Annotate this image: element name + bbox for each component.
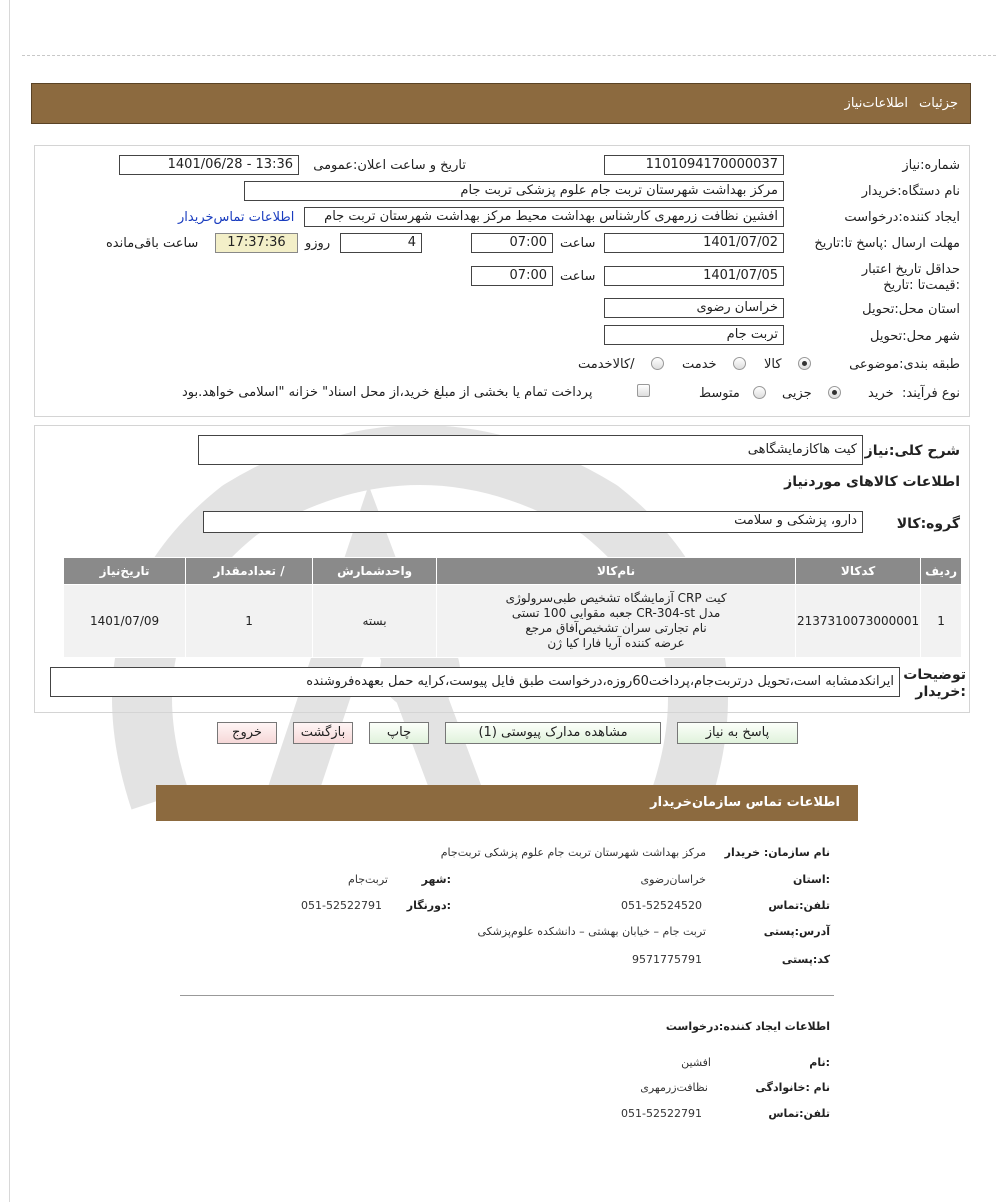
- creator-info-title: اطلاعات ایجاد کننده:درخواست: [665, 1020, 830, 1033]
- item-name-line: کیت CRP آزمایشگاه تشخیص طبی‌سرولوژی: [505, 591, 727, 605]
- validity-time-field: 07:00: [471, 266, 553, 286]
- deadline-time-field: 07:00: [471, 233, 553, 253]
- category-goods-service-label: /کالاخدمت: [578, 357, 635, 372]
- process-medium-label: متوسط: [699, 386, 740, 401]
- cell-row: 1: [921, 585, 962, 658]
- contact-city-label: :شهر: [421, 873, 451, 886]
- contact-city-value: تربت‌جام: [348, 873, 388, 886]
- process-buy-label: خرید: [868, 386, 894, 401]
- cell-date: 1401/07/09: [64, 585, 186, 658]
- contact-org-label: نام سازمان: خریدار: [724, 846, 830, 859]
- contact-separator: [180, 995, 834, 996]
- contact-fax-label: :دورنگار: [406, 899, 451, 912]
- creator-phone-value: 051-52522791: [621, 1107, 702, 1120]
- announce-field: 1401/06/28 - 13:36: [119, 155, 299, 175]
- general-desc-field: کیت هاکازمایشگاهی: [198, 435, 863, 465]
- process-partial-label: جزیی: [782, 386, 812, 401]
- creator-label: ایجاد کننده:درخواست: [844, 210, 960, 225]
- cell-qty: 1: [186, 585, 313, 658]
- days-field: 4: [340, 233, 422, 253]
- reply-button[interactable]: پاسخ به نیاز: [677, 722, 798, 744]
- creator-name-label: :نام: [809, 1056, 830, 1069]
- category-service-label: خدمت: [682, 357, 717, 372]
- cell-code: 2137310073000001: [796, 585, 921, 658]
- item-name-line: عرضه کننده آریا فارا کیا ژن: [547, 636, 685, 650]
- print-button[interactable]: چاپ: [369, 722, 429, 744]
- item-name-line: مدل CR-304-st جعبه مقوایی 100 تستی: [511, 606, 721, 620]
- contact-title: اطلاعات تماس سازمان‌خریدار: [650, 795, 840, 810]
- remaining-label: ساعت باقی‌مانده: [106, 236, 199, 251]
- need-number-label: شماره:نیاز: [902, 158, 960, 173]
- cell-unit: بسته: [313, 585, 437, 658]
- category-goods-radio[interactable]: [798, 357, 811, 370]
- deadline-date-field: 1401/07/02: [604, 233, 784, 253]
- col-row: ردیف: [921, 558, 962, 585]
- top-dashed-line: [22, 55, 996, 56]
- creator-family-value: نظافت‌زرمهری: [640, 1081, 708, 1094]
- left-edge-line: [9, 0, 10, 1202]
- contact-postal-label: کد:پستی: [781, 953, 830, 966]
- deadline-time-label: ساعت: [560, 236, 596, 251]
- validity-date-field: 1401/07/05: [604, 266, 784, 286]
- tab-details[interactable]: جزئیات: [919, 96, 958, 111]
- col-date: تاریخ‌نیاز: [64, 558, 186, 585]
- creator-name-value: افشین: [681, 1056, 711, 1069]
- col-unit: واحدشمارش: [313, 558, 437, 585]
- contact-org-value: مرکز بهداشت شهرستان تربت جام علوم پزشکی تربت‌جام: [440, 846, 706, 859]
- buyer-notes-label: توضیحات :خریدار: [903, 667, 966, 700]
- process-partial-radio[interactable]: [828, 386, 841, 399]
- validity-label: حداقل تاریخ اعتبار :قیمت‌تا :تاریخ: [861, 262, 960, 293]
- contact-phone-value: 051-52524520: [621, 899, 702, 912]
- creator-phone-label: تلفن:تماس: [768, 1107, 830, 1120]
- goods-group-label: گروه:کالا: [896, 516, 960, 532]
- city-label: شهر محل:تحویل: [870, 329, 960, 344]
- contact-address-label: آدرس:پستی: [763, 925, 830, 938]
- remaining-timer: 17:37:36: [215, 233, 298, 253]
- contact-fax-value: 051-52522791: [301, 899, 382, 912]
- process-label: نوع فرآیند:: [902, 386, 960, 401]
- buyer-org-field: مرکز بهداشت شهرستان تربت جام علوم پزشکی تربت جام: [244, 181, 784, 201]
- col-qty: / تعدادمقدار: [186, 558, 313, 585]
- deadline-label: مهلت ارسال :پاسخ تا:تاریخ: [814, 236, 960, 251]
- goods-group-field: دارو، پزشکی و سلامت: [203, 511, 863, 533]
- province-label: استان محل:تحویل: [862, 302, 960, 317]
- buyer-notes-field: ایرانکدمشابه است،تحویل درتربت‌جام،پرداخت60روزه،درخواست طبق فایل پیوست،کرایه حمل بعهده‌فروشنده: [50, 667, 900, 697]
- contact-header-bar: [156, 785, 858, 821]
- exit-button[interactable]: خروج: [217, 722, 277, 744]
- contact-postal-value: 9571775791: [632, 953, 702, 966]
- buyer-org-label: نام دستگاه:خریدار: [861, 184, 960, 199]
- creator-field: افشین نظافت زرمهری کارشناس بهداشت محیط مرکز بهداشت شهرستان تربت جام: [304, 207, 784, 227]
- col-name: نام‌کالا: [437, 558, 796, 585]
- back-button[interactable]: بازگشت: [293, 722, 353, 744]
- treasury-payment-checkbox[interactable]: [637, 384, 650, 397]
- general-desc-label: شرح کلی:نیاز: [864, 443, 960, 459]
- cell-name: [437, 585, 796, 658]
- validity-time-label: ساعت: [560, 269, 596, 284]
- announce-label: تاریخ و ساعت اعلان:عمومی: [313, 158, 466, 173]
- category-label: طبقه بندی:موضوعی: [849, 357, 960, 372]
- process-medium-radio[interactable]: [753, 386, 766, 399]
- contact-phone-label: تلفن:تماس: [768, 899, 830, 912]
- province-field: خراسان رضوی: [604, 298, 784, 318]
- creator-family-label: نام :خانوادگی: [755, 1081, 830, 1094]
- table-row: [64, 585, 962, 658]
- contact-province-label: :استان: [793, 873, 830, 886]
- category-goods-label: کالا: [764, 357, 782, 372]
- treasury-payment-note: پرداخت تمام یا بخشی از مبلغ خرید،از محل اسناد" خزانه "اسلامی خواهد.بود: [182, 385, 593, 400]
- header-bar: [31, 83, 971, 124]
- tab-need-info[interactable]: اطلاعات‌نیاز: [844, 96, 908, 111]
- city-field: تربت جام: [604, 325, 784, 345]
- table-header-row: [64, 558, 962, 585]
- days-label: روزو: [305, 236, 331, 251]
- need-number-field: 1101094170000037: [604, 155, 784, 175]
- contact-address-value: تربت جام – خیابان بهشتی – دانشکده علوم‌پزشکی: [477, 925, 706, 938]
- goods-info-title: اطلاعات کالاهای موردنیاز: [784, 474, 960, 490]
- goods-table: [63, 557, 962, 658]
- category-service-radio[interactable]: [733, 357, 746, 370]
- item-name-line: نام تجارتی سران تشخیص‌آفاق مرجع: [525, 621, 707, 635]
- contact-province-value: خراسان‌رضوی: [640, 873, 706, 886]
- view-attachments-button[interactable]: مشاهده مدارک پیوستی (1): [445, 722, 661, 744]
- col-code: کدکالا: [796, 558, 921, 585]
- category-goods-service-radio[interactable]: [651, 357, 664, 370]
- buyer-contact-link[interactable]: اطلاعات تماس‌خریدار: [178, 210, 295, 225]
